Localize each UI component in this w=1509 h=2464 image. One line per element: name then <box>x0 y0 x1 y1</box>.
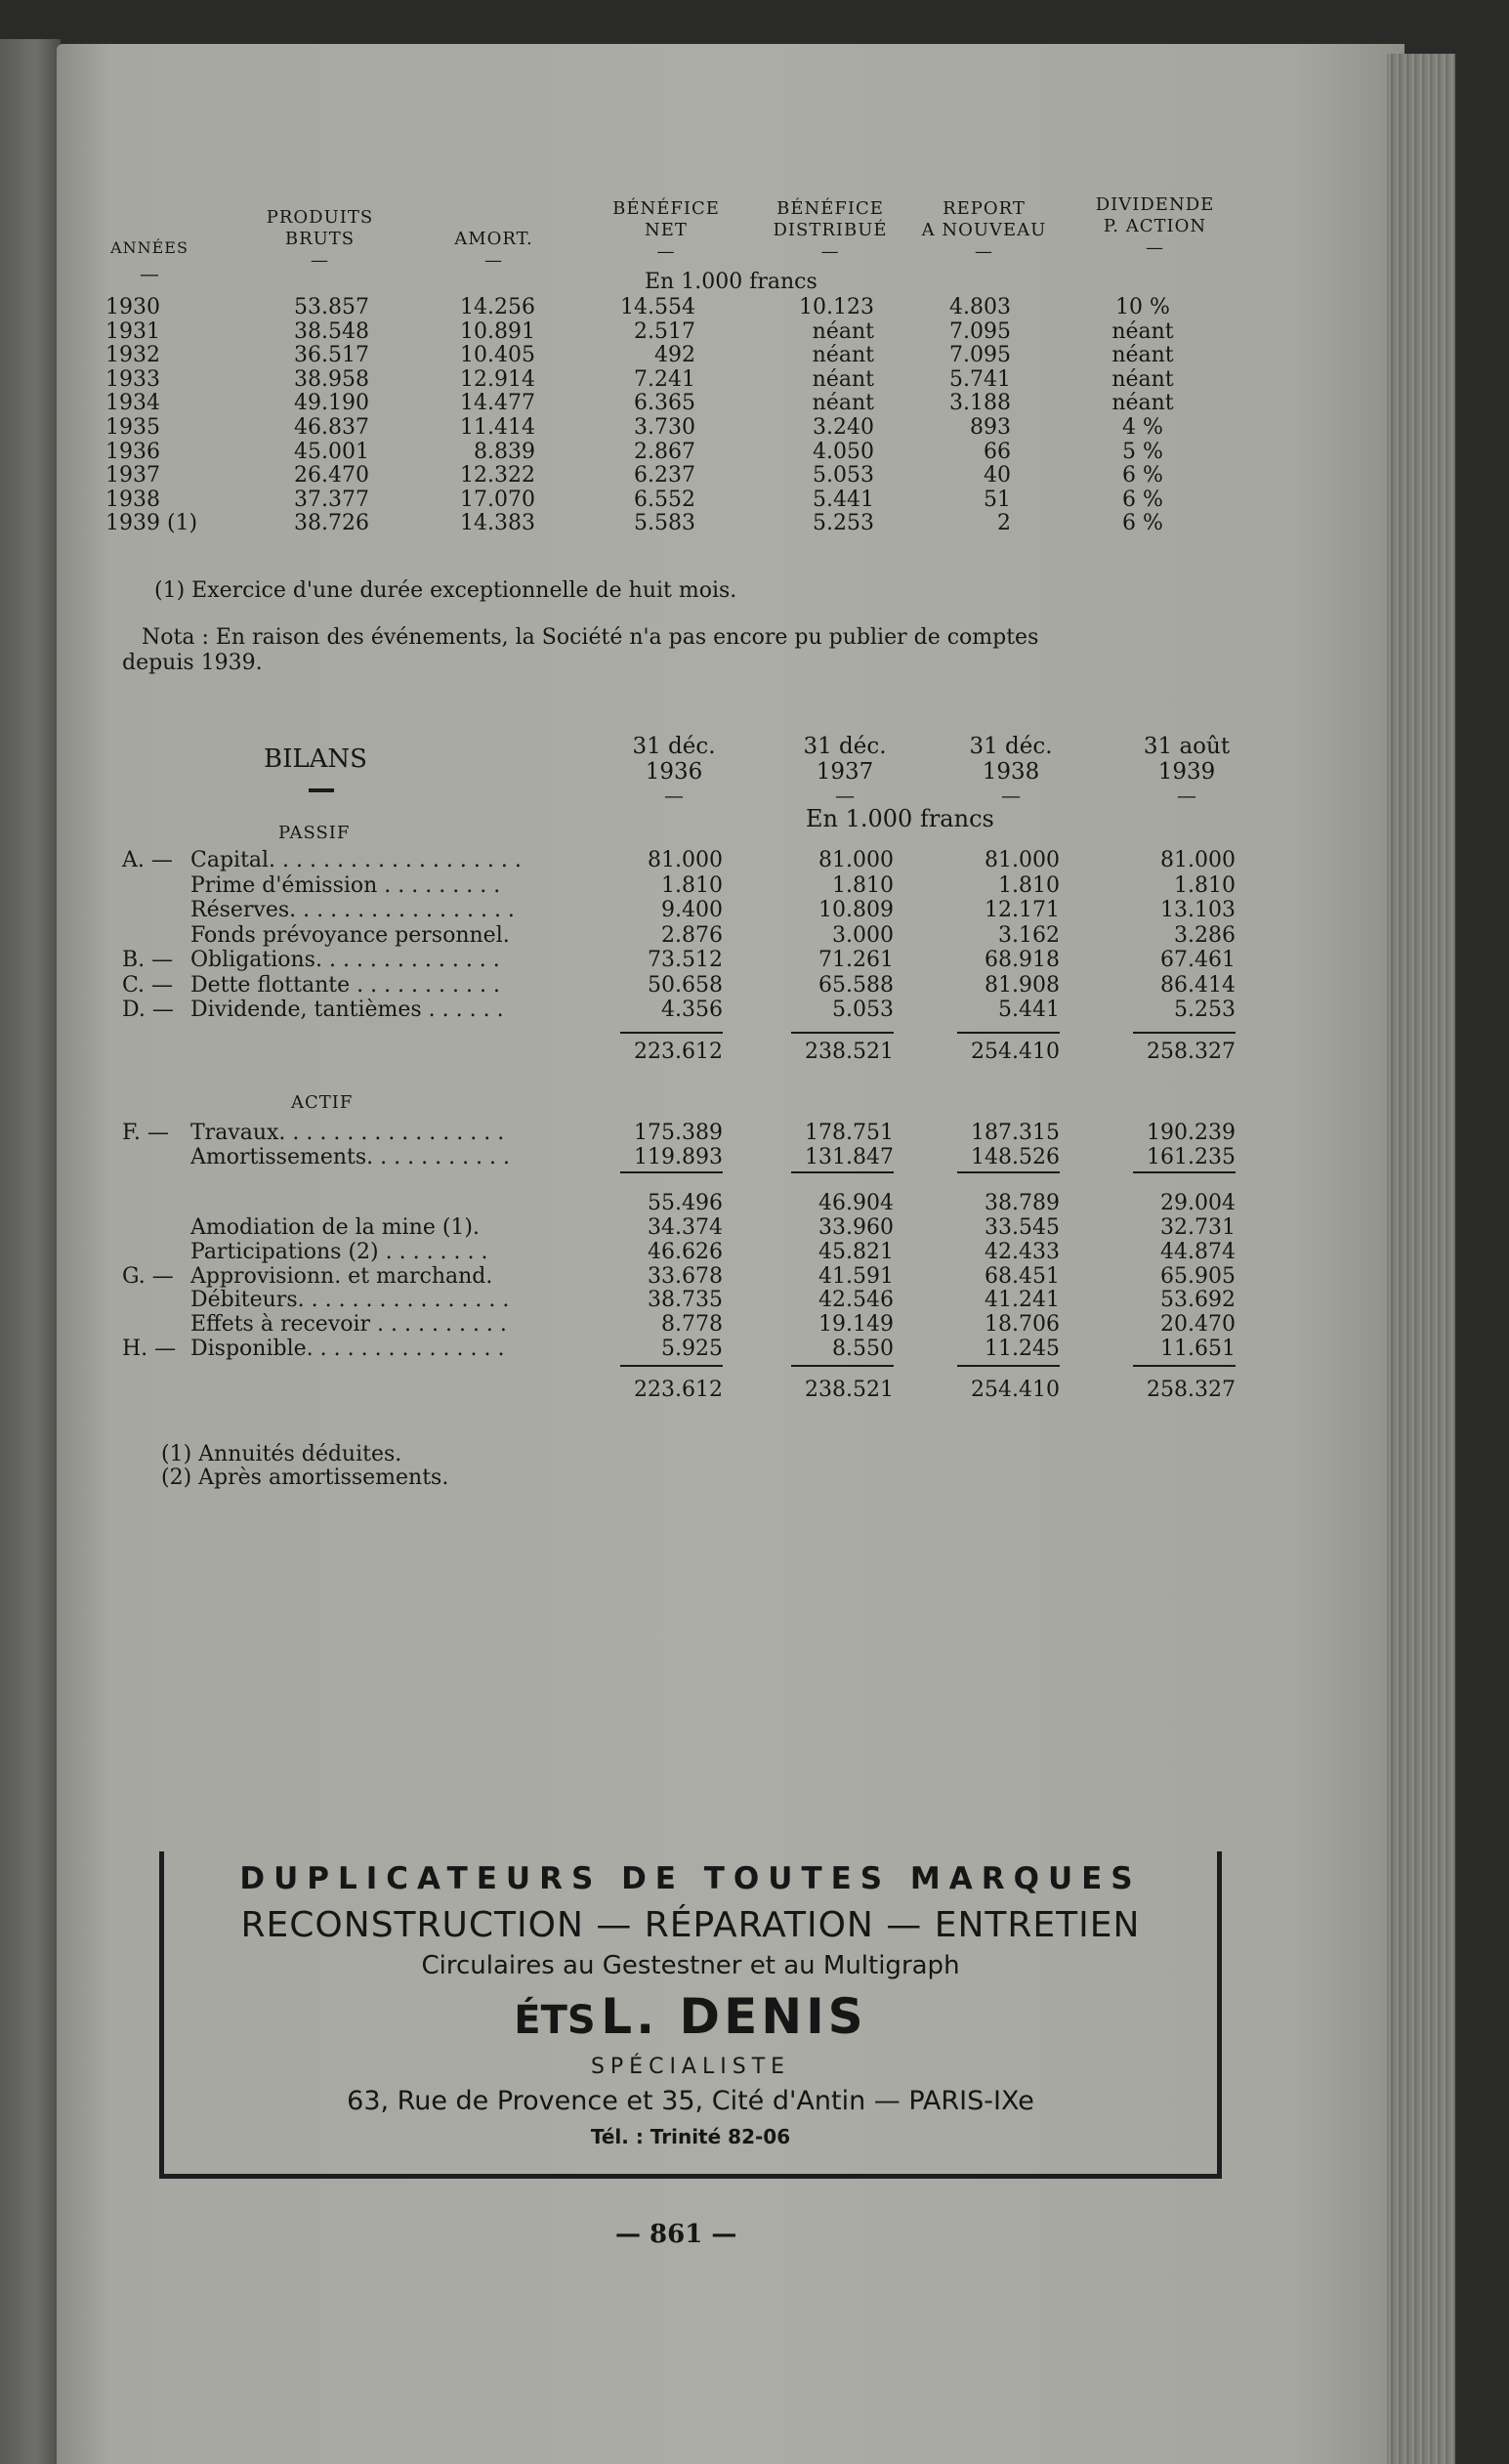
cell-dividende: 10 % <box>1115 295 1170 319</box>
cell-report: 3.188 <box>949 391 1011 416</box>
cell-amort: 8.839 <box>474 439 535 464</box>
cell-dividende: 5 % <box>1122 439 1163 464</box>
actif-row-value: 42.433 <box>985 1239 1060 1264</box>
cell-distribue: 5.253 <box>813 511 874 536</box>
bilans-note-2: (2) Après amortissements. <box>161 1466 449 1490</box>
bilans-col-dash-1: — <box>664 784 684 807</box>
passif-total-rule-3 <box>957 1032 1060 1034</box>
header-benefice-distribue <box>757 198 903 263</box>
actif-row-value: 11.245 <box>985 1337 1060 1361</box>
actif-title: ACTIF <box>291 1092 354 1113</box>
cell-dividende: néant <box>1111 343 1174 368</box>
actif-row-value: 5.925 <box>661 1337 723 1361</box>
cell-amort: 11.414 <box>460 415 535 440</box>
passif-total-value: 258.327 <box>1147 1040 1236 1064</box>
actif-row-prefix: H. — <box>122 1337 177 1361</box>
passif-row-value: 5.441 <box>998 998 1060 1022</box>
passif-row-value: 3.286 <box>1174 922 1236 948</box>
passif-row-value: 81.908 <box>985 972 1060 998</box>
actif-row-label: Effets à recevoir . . . . . . . . . . <box>190 1312 507 1338</box>
cell-dividende: 6 % <box>1122 511 1163 536</box>
cell-distribue: néant <box>812 343 874 368</box>
cell-dividende: 6 % <box>1122 487 1163 512</box>
passif-total-rule-2 <box>791 1032 894 1034</box>
actif-row-value: 46.626 <box>648 1239 723 1264</box>
actif-row-value: 42.546 <box>818 1288 894 1313</box>
passif-row-label: Capital. . . . . . . . . . . . . . . . . . . <box>190 848 522 872</box>
passif-row-value: 81.000 <box>648 848 723 872</box>
cell-produits: 49.190 <box>294 391 369 416</box>
bilans-col-year-3: 1938 <box>982 759 1040 785</box>
header-dividende-line2: P. ACTION <box>1103 216 1207 236</box>
bilans-title: BILANS <box>264 744 367 774</box>
cell-report: 66 <box>984 439 1011 464</box>
passif-row-value: 1.810 <box>832 872 894 898</box>
passif-row-value: 13.103 <box>1160 898 1236 922</box>
passif-total-value: 254.410 <box>971 1040 1060 1064</box>
actif-row-value: 41.241 <box>985 1288 1060 1313</box>
actif-total-rule-3 <box>957 1365 1060 1367</box>
passif-row-value: 1.810 <box>1174 872 1236 898</box>
cell-report: 2 <box>997 511 1011 536</box>
cell-benefice-net: 7.241 <box>634 366 695 392</box>
header-produits-line1: PRODUITS <box>266 207 374 228</box>
actif-row-value: 34.374 <box>648 1215 723 1240</box>
cell-distribue: 3.240 <box>813 415 874 440</box>
actif-row-value: 18.706 <box>985 1312 1060 1338</box>
cell-produits: 36.517 <box>294 343 369 368</box>
ad-company <box>164 1988 1217 2045</box>
cell-amort: 14.477 <box>460 391 535 416</box>
actif-row-value: 65.905 <box>1160 1263 1236 1289</box>
cell-produits: 53.857 <box>294 295 369 319</box>
header-distribue-line2: DISTRIBUÉ <box>773 220 888 240</box>
actif-row-value: 8.550 <box>832 1337 894 1361</box>
cell-annee: 1936 <box>105 439 160 464</box>
passif-row-value: 86.414 <box>1160 972 1236 998</box>
cell-benefice-net: 6.237 <box>634 463 695 489</box>
cell-distribue: néant <box>812 391 874 416</box>
actif-row-label: Travaux. . . . . . . . . . . . . . . . . <box>190 1121 505 1145</box>
actif-row-value: 190.239 <box>1147 1121 1236 1145</box>
cell-annee: 1939 (1) <box>105 511 198 536</box>
header-distribue-line1: BÉNÉFICE <box>776 198 884 219</box>
cell-annee: 1937 <box>105 463 160 489</box>
actif-row-value: 161.235 <box>1147 1145 1236 1169</box>
ad-address: 63, Rue de Provence et 35, Cité d'Antin — PARIS-IXe <box>347 2086 1034 2116</box>
header-distribue-dash: — <box>820 241 840 262</box>
passif-row-value: 73.512 <box>648 948 723 972</box>
passif-row-value: 10.809 <box>818 898 894 922</box>
cell-report: 51 <box>984 487 1011 512</box>
cell-produits: 46.837 <box>294 415 369 440</box>
actif-row-value: 68.451 <box>985 1263 1060 1289</box>
actif-row-value: 33.960 <box>818 1215 894 1240</box>
cell-dividende: néant <box>1111 366 1174 392</box>
cell-distribue: 10.123 <box>799 295 874 319</box>
actif-row-value: 119.893 <box>634 1145 723 1169</box>
header-benefice-net-dash: — <box>656 241 676 262</box>
bilans-col-year-4: 1939 <box>1157 759 1216 785</box>
actif-row-value: 38.735 <box>648 1288 723 1313</box>
cell-dividende: néant <box>1111 319 1174 344</box>
cell-benefice-net: 492 <box>654 343 695 368</box>
actif-total-value: 238.521 <box>805 1378 894 1402</box>
actif-row-value: 32.731 <box>1160 1215 1236 1240</box>
header-report <box>908 198 1060 263</box>
passif-row-value: 81.000 <box>1160 848 1236 872</box>
bilans-col-year-1: 1936 <box>645 759 703 785</box>
passif-row-value: 5.253 <box>1174 998 1236 1022</box>
results-unit: En 1.000 francs <box>645 270 817 294</box>
passif-row-value: 50.658 <box>648 972 723 998</box>
cell-produits: 38.548 <box>294 319 369 344</box>
bilans-col-date-3: 31 déc. <box>969 734 1053 759</box>
cell-report: 893 <box>970 415 1011 440</box>
bilans-unit: En 1.000 francs <box>806 805 994 832</box>
ad-services: RECONSTRUCTION — RÉPARATION — ENTRETIEN <box>240 1905 1141 1945</box>
passif-row-value: 68.918 <box>985 948 1060 972</box>
actif-row-value: 187.315 <box>971 1121 1060 1145</box>
cell-distribue: néant <box>812 366 874 392</box>
actif-net-rule-2 <box>791 1171 894 1173</box>
cell-distribue: 5.441 <box>813 487 874 512</box>
actif-row-prefix: G. — <box>122 1263 174 1289</box>
header-dividende-dash: — <box>1146 237 1164 258</box>
page-stack-edge <box>1387 54 1457 2464</box>
actif-row-label: Amortissements. . . . . . . . . . . <box>190 1145 511 1169</box>
actif-net-value: 55.496 <box>648 1191 723 1215</box>
cell-produits: 37.377 <box>294 487 369 512</box>
actif-total-value: 258.327 <box>1147 1378 1236 1402</box>
passif-title: PASSIF <box>278 823 351 843</box>
cell-benefice-net: 2.517 <box>634 319 695 344</box>
cell-amort: 14.383 <box>460 511 535 536</box>
cell-annee: 1934 <box>105 391 160 416</box>
header-report-dash: — <box>975 241 993 262</box>
bilans-title-rule <box>309 788 334 792</box>
actif-total-value: 223.612 <box>634 1378 723 1402</box>
book-binding-right <box>1455 0 1509 2464</box>
passif-total-value: 223.612 <box>634 1040 723 1064</box>
passif-row-label: Dette flottante . . . . . . . . . . . <box>190 972 500 998</box>
cell-report: 7.095 <box>949 343 1011 368</box>
passif-row-label: Obligations. . . . . . . . . . . . . . <box>190 948 500 972</box>
facing-page-edge <box>0 39 61 2464</box>
actif-row-prefix: F. — <box>122 1121 169 1145</box>
advertisement-box <box>159 1851 1222 2179</box>
actif-row-value: 148.526 <box>971 1145 1060 1169</box>
header-produits-line2: BRUTS <box>284 229 356 249</box>
actif-net-rule-1 <box>620 1171 723 1173</box>
actif-row-value: 8.778 <box>661 1312 723 1338</box>
passif-row-value: 12.171 <box>985 898 1060 922</box>
ad-phone: Tél. : Trinité 82-06 <box>590 2125 791 2148</box>
passif-row-label: Réserves. . . . . . . . . . . . . . . . . <box>190 898 515 922</box>
cell-report: 5.741 <box>949 366 1011 392</box>
bilans-col-year-2: 1937 <box>816 759 874 785</box>
header-produits-bruts <box>249 207 391 272</box>
actif-total-rule-2 <box>791 1365 894 1367</box>
actif-row-value: 44.874 <box>1160 1239 1236 1264</box>
cell-annee: 1935 <box>105 415 160 440</box>
passif-row-value: 4.356 <box>661 998 723 1022</box>
passif-row-prefix: C. — <box>122 972 174 998</box>
cell-amort: 12.914 <box>460 366 535 392</box>
cell-dividende: néant <box>1111 391 1174 416</box>
cell-annee: 1931 <box>105 319 160 344</box>
header-produits-dash: — <box>311 250 329 271</box>
cell-benefice-net: 6.552 <box>634 487 695 512</box>
cell-amort: 17.070 <box>460 487 535 512</box>
passif-row-value: 1.810 <box>661 872 723 898</box>
page-number: — 861 — <box>615 2220 737 2249</box>
actif-net-value: 29.004 <box>1160 1191 1236 1215</box>
cell-annee: 1933 <box>105 366 160 392</box>
ad-headline: DUPLICATEURS DE TOUTES MARQUES <box>239 1861 1142 1896</box>
actif-row-label: Disponible. . . . . . . . . . . . . . . <box>190 1337 505 1361</box>
ad-subtitle: Circulaires au Gestestner et au Multigraph <box>421 1951 960 1980</box>
results-footnote: (1) Exercice d'une durée exceptionnelle de huit mois. <box>154 578 737 603</box>
passif-row-value: 81.000 <box>985 848 1060 872</box>
header-annees-dash: — <box>140 262 159 285</box>
passif-row-value: 2.876 <box>661 922 723 948</box>
header-dividende-line1: DIVIDENDE <box>1095 194 1215 215</box>
actif-net-value: 38.789 <box>985 1191 1060 1215</box>
passif-total-rule-4 <box>1133 1032 1236 1034</box>
cell-dividende: 4 % <box>1122 415 1163 440</box>
cell-report: 4.803 <box>949 295 1011 319</box>
actif-net-rule-3 <box>957 1171 1060 1173</box>
actif-row-value: 53.692 <box>1160 1288 1236 1313</box>
cell-benefice-net: 14.554 <box>620 295 695 319</box>
header-amort-dash: — <box>484 250 503 271</box>
passif-row-value: 9.400 <box>661 898 723 922</box>
header-benefice-net-line2: NET <box>645 220 688 240</box>
passif-row-value: 5.053 <box>832 998 894 1022</box>
actif-row-value: 178.751 <box>805 1121 894 1145</box>
nota-line2: depuis 1939. <box>122 651 263 675</box>
actif-row-value: 41.591 <box>818 1263 894 1289</box>
passif-total-value: 238.521 <box>805 1040 894 1064</box>
actif-row-value: 33.545 <box>985 1215 1060 1240</box>
passif-total-rule-1 <box>620 1032 723 1034</box>
actif-row-label: Participations (2) . . . . . . . . <box>190 1239 488 1264</box>
passif-row-label: Dividende, tantièmes . . . . . . <box>190 998 504 1022</box>
actif-row-value: 131.847 <box>805 1145 894 1169</box>
passif-row-value: 1.810 <box>998 872 1060 898</box>
bilans-col-date-4: 31 août <box>1143 734 1231 759</box>
bilans-col-date-2: 31 déc. <box>803 734 887 759</box>
passif-row-value: 3.000 <box>832 922 894 948</box>
actif-row-label: Approvisionn. et marchand. <box>190 1263 493 1289</box>
actif-row-value: 45.821 <box>818 1239 894 1264</box>
passif-row-prefix: D. — <box>122 998 174 1022</box>
actif-row-value: 11.651 <box>1160 1337 1236 1361</box>
cell-dividende: 6 % <box>1122 463 1163 489</box>
actif-row-label: Amodiation de la mine (1). <box>190 1215 480 1240</box>
passif-row-label: Prime d'émission . . . . . . . . . <box>190 872 501 898</box>
actif-row-value: 20.470 <box>1160 1312 1236 1338</box>
header-dividende <box>1079 194 1231 259</box>
actif-row-value: 175.389 <box>634 1121 723 1145</box>
cell-amort: 12.322 <box>460 463 535 489</box>
bilans-col-dash-4: — <box>1177 784 1196 807</box>
passif-row-value: 81.000 <box>818 848 894 872</box>
actif-net-rule-4 <box>1133 1171 1236 1173</box>
cell-distribue: néant <box>812 319 874 344</box>
cell-annee: 1930 <box>105 295 160 319</box>
cell-report: 7.095 <box>949 319 1011 344</box>
cell-produits: 38.726 <box>294 511 369 536</box>
actif-total-value: 254.410 <box>971 1378 1060 1402</box>
cell-amort: 10.891 <box>460 319 535 344</box>
bilans-col-date-1: 31 déc. <box>632 734 716 759</box>
cell-benefice-net: 5.583 <box>634 511 695 536</box>
ad-company-name: L. DENIS <box>601 1988 867 2045</box>
bilans-col-dash-2: — <box>835 784 855 807</box>
actif-row-value: 19.149 <box>818 1312 894 1338</box>
cell-distribue: 5.053 <box>813 463 874 489</box>
ad-company-prefix: ÉTS <box>514 1998 596 2043</box>
header-amort <box>438 229 550 272</box>
cell-benefice-net: 2.867 <box>634 439 695 464</box>
cell-report: 40 <box>984 463 1011 489</box>
passif-row-value: 65.588 <box>818 972 894 998</box>
header-report-line1: REPORT <box>943 198 1026 219</box>
actif-total-rule-4 <box>1133 1365 1236 1367</box>
header-benefice-net-line1: BÉNÉFICE <box>612 198 720 219</box>
header-amort-line1: AMORT. <box>454 229 533 249</box>
passif-row-value: 67.461 <box>1160 948 1236 972</box>
actif-total-rule-1 <box>620 1365 723 1367</box>
cell-produits: 38.958 <box>294 366 369 392</box>
cell-distribue: 4.050 <box>813 439 874 464</box>
ad-specialist: SPÉCIALISTE <box>590 2055 791 2079</box>
passif-row-value: 3.162 <box>998 922 1060 948</box>
bilans-col-dash-3: — <box>1001 784 1021 807</box>
header-benefice-net <box>598 198 734 263</box>
actif-net-value: 46.904 <box>818 1191 894 1215</box>
passif-row-prefix: B. — <box>122 948 174 972</box>
nota-line1: Nota : En raison des événements, la Société n'a pas encore pu publier de comptes <box>142 625 1039 650</box>
cell-produits: 26.470 <box>294 463 369 489</box>
cell-benefice-net: 6.365 <box>634 391 695 416</box>
passif-row-prefix: A. — <box>122 848 173 872</box>
header-annees: ANNÉES <box>110 238 189 257</box>
actif-row-label: Débiteurs. . . . . . . . . . . . . . . . <box>190 1288 510 1313</box>
cell-produits: 45.001 <box>294 439 369 464</box>
cell-amort: 10.405 <box>460 343 535 368</box>
passif-row-value: 71.261 <box>818 948 894 972</box>
passif-row-label: Fonds prévoyance personnel. <box>190 922 510 948</box>
cell-amort: 14.256 <box>460 295 535 319</box>
cell-annee: 1938 <box>105 487 160 512</box>
cell-annee: 1932 <box>105 343 160 368</box>
bilans-note-1: (1) Annuités déduites. <box>161 1442 402 1466</box>
header-report-line2: A NOUVEAU <box>921 220 1047 240</box>
actif-row-value: 33.678 <box>648 1263 723 1289</box>
cell-benefice-net: 3.730 <box>634 415 695 440</box>
